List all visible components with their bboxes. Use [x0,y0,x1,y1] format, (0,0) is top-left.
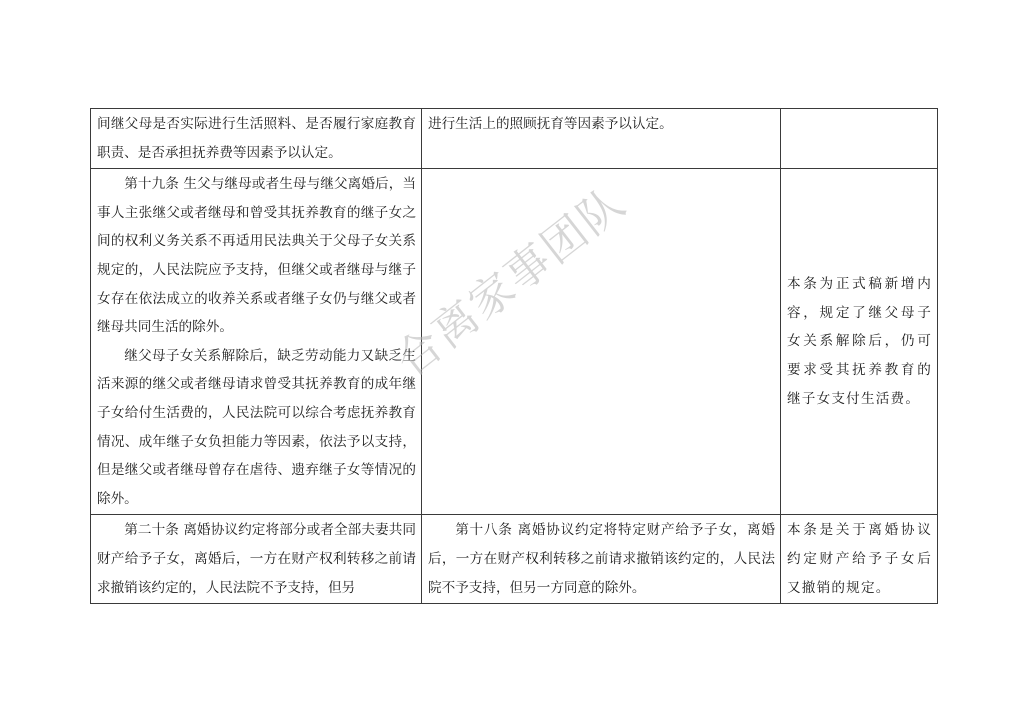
note-text: 本条是关于离婚协议约定财产给予子女后又撤销的规定。 [787,522,932,596]
paragraph: 第二十条 离婚协议约定将部分或者全部夫妻共同财产给予子女，离婚后，一方在财产权利转移之前请求撤销该约定的，人民法院不予支持，但另 [97,522,416,596]
table-row [91,515,938,604]
comparison-table [90,108,938,604]
table-cell-new-text [91,169,422,515]
paragraph: 第十九条 生父与继母或者生母与继父离婚后，当事人主张继父或者继母和曾受其抚养教育的继子女之间的权利义务关系不再适用民法典关于父母子女关系规定的，人民法院应予支持，但继父或者继母与继子女存在依法成立的收养关系或者继子女仍与继父或者继母共同生活的除外。 [97,176,416,336]
table-cell-old-text [422,515,781,604]
table-row [91,109,938,169]
paragraph: 第十八条 离婚协议约定将特定财产给予子女，离婚后，一方在财产权利转移之前请求撤销该约定的，人民法院不予支持，但另一方同意的除外。 [428,522,775,596]
paragraph: 继父母子女关系解除后，缺乏劳动能力又缺乏生活来源的继父或者继母请求曾受其抚养教育的成年继子女给付生活费的，人民法院可以综合考虑抚养教育情况、成年继子女负担能力等因素，依法予以支持，但是继父或者继母曾存在虐待、遗弃继子女等情况的除外。 [97,347,416,507]
table-cell-note [781,169,938,515]
table-row [91,169,938,515]
table-cell-new-text [91,515,422,604]
table-cell-note [781,515,938,604]
table-cell-old-text [422,109,781,169]
paragraph: 间继父母是否实际进行生活照料、是否履行家庭教育职责、是否承担抚养费等因素予以认定。 [97,116,416,161]
watermark: 合离家事团队 [386,176,636,387]
table-cell-note [781,109,938,169]
table-cell-new-text [91,109,422,169]
table-cell-old-text [422,169,781,515]
paragraph: 进行生活上的照顾抚育等因素予以认定。 [428,116,673,132]
note-text: 本条为正式稿新增内容，规定了继父母子女关系解除后，仍可要求受其抚养教育的继子女支付生活费。 [787,276,932,407]
